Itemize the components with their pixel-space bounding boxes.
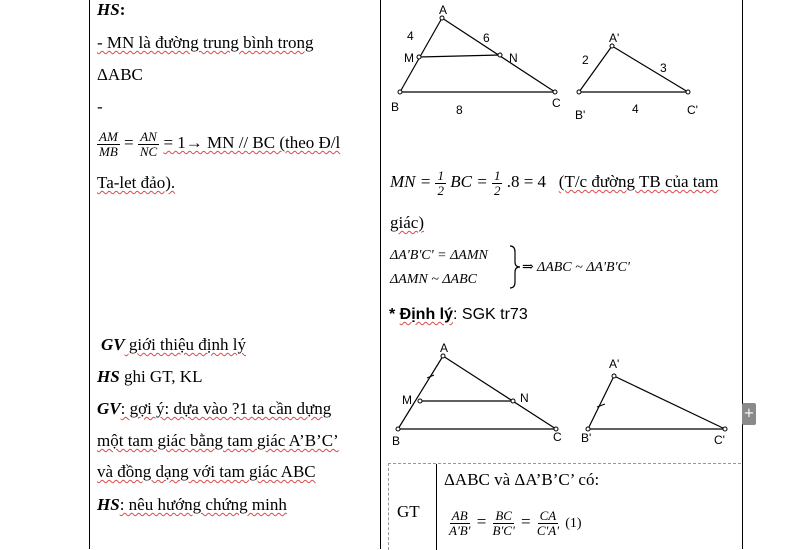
table-add-handle[interactable]: +: [742, 403, 756, 425]
label-a2b2-length: 2: [582, 53, 589, 67]
edge-a2c2: [612, 46, 688, 92]
similarity-brace: [508, 244, 522, 290]
label-n: N: [509, 51, 518, 65]
label-b: B: [391, 100, 400, 114]
edge-ac: [443, 356, 556, 429]
label-a2: A': [609, 357, 620, 371]
vertex-m: [417, 55, 421, 59]
vertex-m: [418, 399, 422, 403]
label-a2c2-length: 3: [660, 61, 667, 75]
fraction-bc: $\frac{BC}{B'C'}$: [492, 507, 515, 538]
figure-triangles-numbered: [388, 2, 718, 122]
vertex-c: [553, 90, 557, 94]
label-an-length: 6: [483, 31, 490, 45]
edge-a2c2: [614, 376, 725, 429]
fraction-ca: $\frac{CA}{C'A'}$: [536, 507, 560, 538]
label-a: A: [440, 341, 449, 355]
gv-hint-line2: một tam giác bằng tam giác A’B’C’: [97, 431, 339, 450]
fraction-ab: $\frac{AB}{A'B'}$: [449, 507, 471, 538]
column-border-right: [742, 0, 743, 549]
similarity-line2: ΔAMN ~ ΔABC: [390, 272, 478, 287]
gt-kl-table: [388, 463, 741, 550]
hs-write-gt: HS ghi GT, KL: [97, 367, 203, 386]
fraction-an-nc: $\frac{AN}{NC}$: [139, 128, 158, 159]
column-border-middle: [380, 0, 381, 549]
vertex-b: [398, 90, 402, 94]
label-m: M: [404, 51, 414, 65]
vertex-n: [511, 399, 515, 403]
gt-given: ΔABC và ΔA’B’C’ có:: [444, 470, 600, 489]
mn-formula: MN = $\frac{1}{2}$ BC = $\frac{1}{2}$ .8 = 4 (T/c đường TB của tam: [390, 167, 719, 198]
label-c2: C': [687, 103, 698, 117]
gt-label: GT: [397, 502, 420, 521]
gt-ratio-line: $\frac{AB}{A'B'}$ = $\frac{BC}{B'C'}$ = $\frac{CA}{C'A'}$ (1): [449, 507, 582, 538]
label-c2: C': [714, 433, 725, 447]
label-c: C: [553, 430, 562, 444]
midline-statement: - MN là đường trung bình trong: [97, 33, 314, 52]
figure-triangles-theorem: [388, 338, 738, 453]
hs-proof: HS: nêu hướng chứng minh: [97, 495, 287, 514]
gv-intro: GV giới thiệu định lý: [101, 335, 246, 354]
vertex-b: [396, 427, 400, 431]
vertex-c2: [686, 90, 690, 94]
vertex-n: [498, 53, 502, 57]
ratio-line: $\frac{AM}{MB}$ = $\frac{AN}{NC}$ = 1→ MN // BC (theo Đ/l: [99, 128, 341, 159]
label-n: N: [520, 391, 529, 405]
vertex-b2: [577, 90, 581, 94]
gt-column-divider: [436, 464, 437, 550]
dash-line: -: [97, 97, 103, 116]
fraction-am-mb: $\frac{AM}{MB}$: [99, 128, 118, 159]
fraction-one-half-a: $\frac{1}{2}$: [437, 167, 444, 198]
gv-hint: GV: gợi ý: dựa vào ?1 ta cần dựng: [97, 399, 332, 418]
vertex-a2: [612, 374, 616, 378]
label-bc-length: 8: [456, 103, 463, 117]
gv-hint-line3: và đồng dạng với tam giác ABC: [97, 462, 316, 481]
label-am-length: 4: [407, 29, 414, 43]
label-b2: B': [581, 431, 592, 445]
label-a2: A': [609, 31, 620, 45]
vertex-c2: [723, 427, 727, 431]
label-a: A: [439, 3, 448, 17]
talet-reference: Ta-let đảo).: [97, 173, 176, 192]
edge-mn: [419, 55, 500, 57]
label-b2c2-length: 4: [632, 102, 639, 116]
column-border-left: [89, 0, 90, 549]
label-b2: B': [575, 108, 586, 122]
label-m: M: [402, 393, 412, 407]
midline-statement-triangle: ΔABC: [97, 65, 143, 84]
label-b: B: [392, 434, 401, 448]
fraction-one-half-b: $\frac{1}{2}$: [493, 167, 501, 198]
theorem-heading: * Định lý: SGK tr73: [389, 306, 528, 323]
label-c: C: [552, 96, 561, 110]
hs-heading: HS:: [97, 0, 126, 19]
similarity-line1: ΔA'B'C' = ΔAMN: [390, 248, 488, 263]
edge-a2b2: [588, 376, 614, 429]
tick-a2b2: [597, 404, 605, 407]
mn-formula-note-cont: giác): [390, 213, 424, 232]
similarity-result: ⇒ ΔABC ~ ΔA'B'C': [522, 260, 630, 275]
